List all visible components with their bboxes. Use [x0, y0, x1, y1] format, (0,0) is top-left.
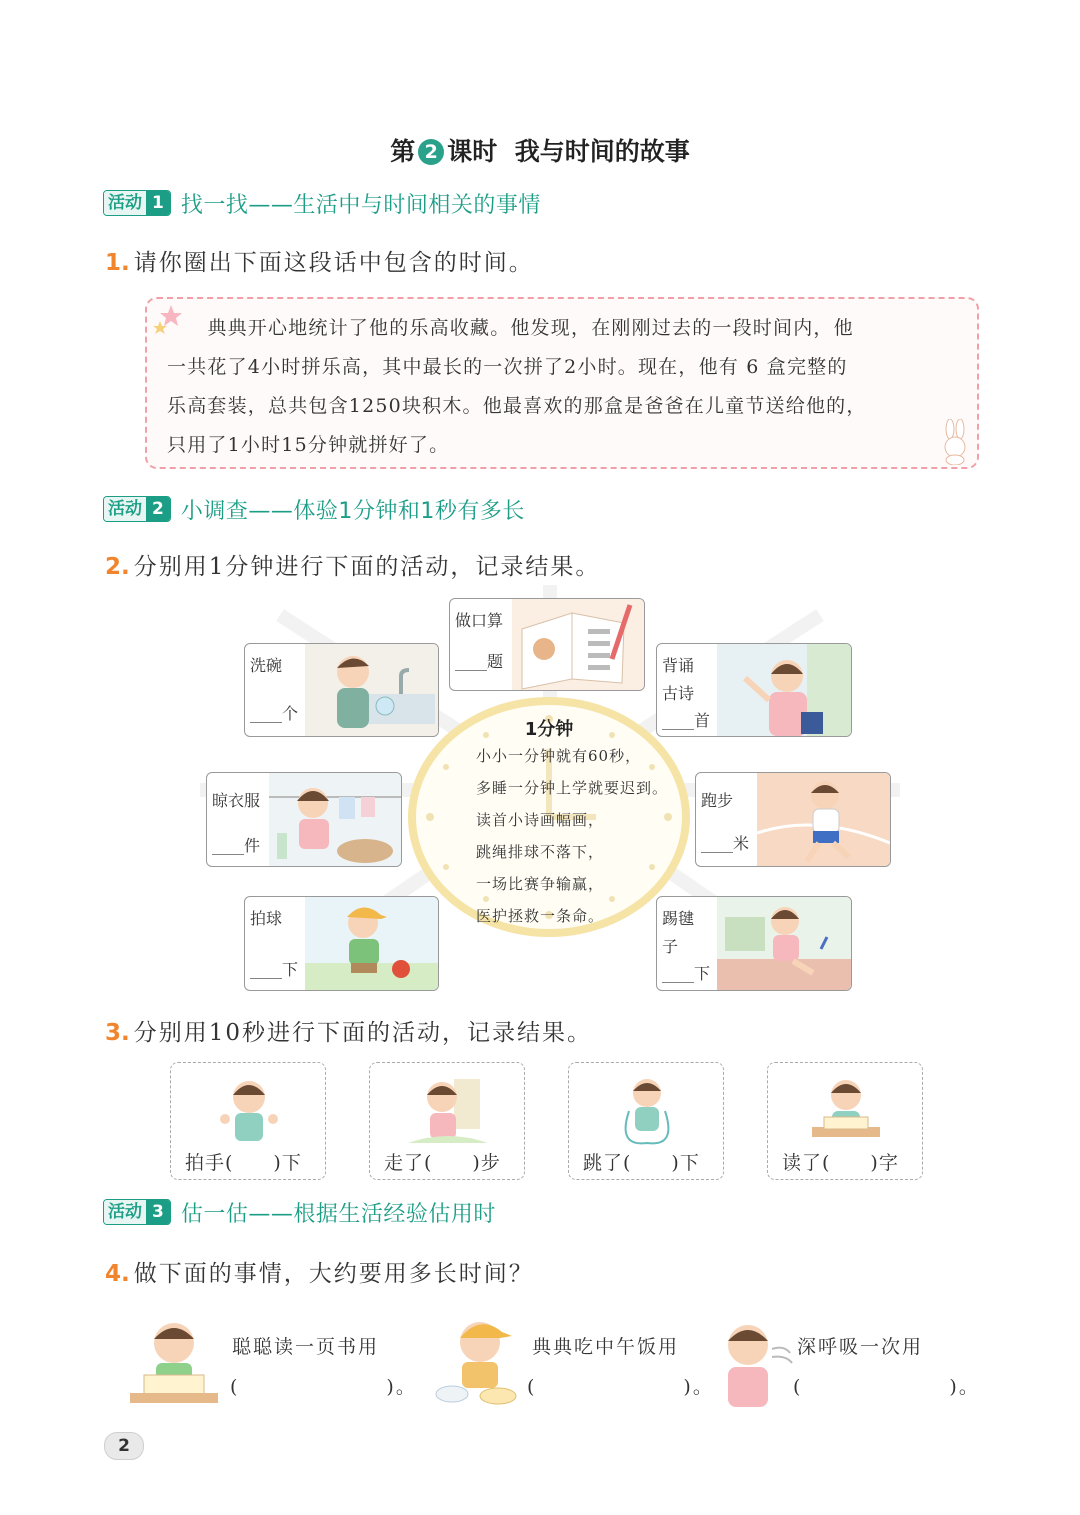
story-box	[145, 297, 979, 469]
card-label: 做口算	[455, 611, 504, 630]
ten-sec-caption: 读了( )字	[782, 1152, 899, 1174]
estimate-text: 典典吃中午饭用	[532, 1336, 680, 1358]
question-number: 2.	[105, 554, 130, 580]
activity-3-text: 估一估——根据生活经验估用时	[180, 1201, 496, 1227]
question-text: 分别用10秒进行下面的活动，记录结果。	[133, 1020, 593, 1046]
activity-word: 活动	[104, 497, 146, 521]
bunny-icon	[937, 419, 973, 465]
lesson-number-badge: 2	[418, 139, 444, 165]
card-label	[662, 652, 694, 708]
ten-sec-caption: 跳了( )下	[583, 1152, 700, 1174]
activity-1-header	[103, 189, 541, 217]
card-label: 拍球	[250, 909, 283, 928]
poem-line: 一场比赛争输赢，	[476, 875, 605, 893]
girl-reciting-poem-icon	[717, 644, 851, 737]
card-kick-shuttlecock	[656, 896, 852, 991]
ten-sec-caption: 拍手( )下	[185, 1152, 302, 1174]
activity-tag	[103, 496, 171, 522]
question-text: 请你圈出下面这段话中包含的时间。	[133, 250, 534, 276]
page-number: 2	[104, 1432, 144, 1460]
question-4	[105, 1255, 534, 1288]
activity-1-text: 找一找——生活中与时间相关的事情	[180, 192, 541, 218]
card-label: 晾衣服	[212, 791, 261, 810]
card-bounce-ball	[244, 896, 439, 991]
clock-title: 1分钟	[524, 719, 574, 740]
card-recite-poem	[656, 643, 852, 737]
ten-sec-caption: 走了( )步	[384, 1152, 501, 1174]
estimate-text: 深呼吸一次用	[797, 1336, 924, 1358]
activity-number: 2	[146, 497, 170, 521]
girl-kicking-shuttlecock-icon	[717, 897, 851, 991]
girl-jumping-rope-icon	[607, 1071, 687, 1147]
card-wash-dishes	[244, 643, 439, 737]
ten-sec-jump-box	[568, 1062, 724, 1180]
card-answer-blank: ____下	[250, 960, 299, 979]
question-number: 4.	[105, 1261, 130, 1287]
girl-reading-icon	[806, 1073, 886, 1147]
card-answer-blank: ____题	[455, 652, 504, 671]
boy-eating-lunch-icon	[432, 1310, 524, 1410]
question-3	[105, 1014, 592, 1047]
card-running	[695, 772, 891, 867]
estimate-answer-blank: ( )。	[527, 1376, 714, 1398]
lesson-suffix: 课时	[447, 137, 498, 166]
question-text: 做下面的事情，大约要用多长时间？	[133, 1261, 534, 1287]
ten-sec-walk-box	[369, 1062, 525, 1180]
activity-3-header	[103, 1198, 496, 1226]
ten-sec-clap-box	[170, 1062, 326, 1180]
card-answer-blank: ____个	[250, 704, 299, 723]
question-text: 分别用1分钟进行下面的活动，记录结果。	[133, 554, 601, 580]
estimate-answer-blank: ( )。	[230, 1376, 417, 1398]
boy-running-icon	[757, 773, 890, 867]
poem-line: 跳绳排球不落下，	[476, 843, 605, 861]
question-2	[105, 548, 600, 581]
activity-number: 3	[146, 1200, 170, 1224]
activity-tag	[103, 190, 171, 216]
question-number: 3.	[105, 1020, 130, 1046]
math-book-icon	[512, 599, 644, 691]
estimate-text: 聪聪读一页书用	[232, 1336, 380, 1358]
activity-tag	[103, 1199, 171, 1225]
card-answer-blank: ____首	[662, 711, 711, 730]
card-answer-blank: ____米	[701, 834, 750, 853]
card-hang-clothes	[206, 772, 402, 867]
card-label-line: 子	[662, 937, 679, 956]
card-answer-blank: ____下	[662, 964, 711, 983]
poem-line: 多睡一分钟上学就要迟到。	[476, 779, 669, 797]
girl-hanging-clothes-icon	[269, 773, 401, 867]
estimate-answer-blank: ( )。	[793, 1376, 980, 1398]
card-label: 洗碗	[250, 656, 283, 675]
boy-reading-book-icon	[128, 1315, 220, 1407]
story-line: 一共花了4小时拼乐高，其中最长的一次拼了2小时。现在，他有 6 盒完整的	[167, 356, 848, 378]
one-minute-clock	[408, 697, 690, 937]
lesson-name: 我与时间的故事	[514, 137, 690, 166]
story-line: 乐高套装，总共包含1250块积木。他最喜欢的那盒是爸爸在儿童节送给他的，	[167, 395, 867, 417]
card-label: 跑步	[701, 791, 734, 810]
activity-word: 活动	[104, 1200, 146, 1224]
story-line: 只用了1小时15分钟就拼好了。	[167, 434, 450, 456]
question-1	[105, 244, 534, 277]
lesson-prefix: 第	[390, 137, 416, 166]
poem-line: 小小一分钟就有60秒，	[476, 747, 642, 765]
card-answer-blank: ____件	[212, 836, 261, 855]
question-number: 1.	[105, 250, 130, 276]
card-label-line: 踢毽	[662, 909, 695, 928]
lesson-title	[0, 132, 1080, 168]
story-line: 典典开心地统计了他的乐高收藏。他发现，在刚刚过去的一段时间内，他	[167, 317, 854, 339]
activity-number: 1	[146, 191, 170, 215]
ten-sec-read-box	[767, 1062, 923, 1180]
card-mental-math	[449, 598, 645, 691]
story-text	[167, 309, 967, 465]
girl-walking-icon	[408, 1073, 488, 1147]
activity-2-header	[103, 495, 525, 523]
boy-deep-breath-icon	[708, 1315, 794, 1415]
activity-2-text: 小调查——体验1分钟和1秒有多长	[180, 498, 525, 524]
poem-line: 读首小诗画幅画，	[476, 811, 605, 829]
activity-word: 活动	[104, 191, 146, 215]
card-label-line: 背诵	[662, 656, 695, 675]
girl-clapping-icon	[209, 1073, 289, 1147]
card-label-line: 古诗	[662, 684, 695, 703]
poem-line: 医护拯救一条命。	[476, 907, 605, 925]
